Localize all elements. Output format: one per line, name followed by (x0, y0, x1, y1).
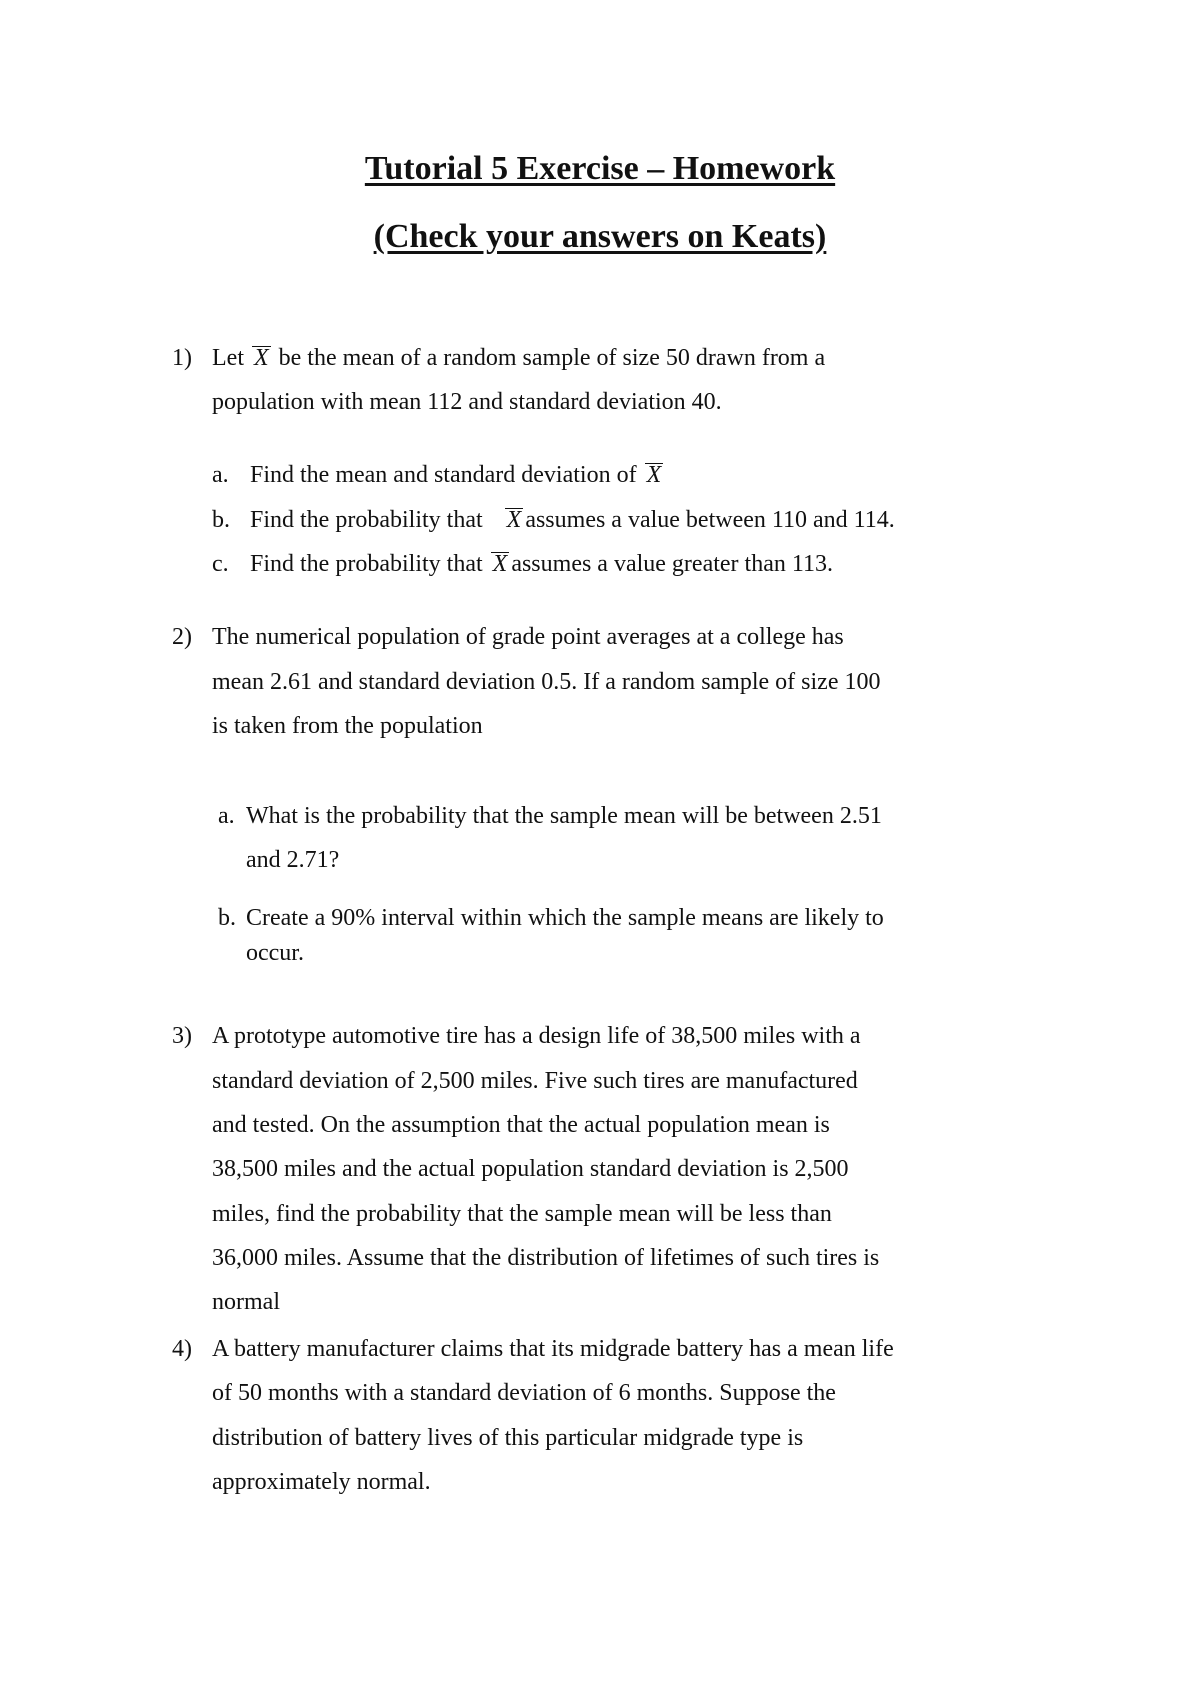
question-1b-body-post: assumes a value between 110 and 114. (525, 507, 895, 533)
question-1-line-2: population with mean 112 and standard deviation 40. (212, 389, 722, 415)
question-4-line: A battery manufacturer claims that its midgrade battery has a mean life (212, 1336, 894, 1362)
question-1c-body-post: assumes a value greater than 113. (511, 551, 833, 577)
question-2b-label: b. (218, 905, 236, 931)
question-1a-text (250, 460, 665, 490)
question-2b-line-2: occur. (246, 940, 304, 966)
page-subtitle: (Check your answers on Keats) (373, 218, 827, 255)
question-1c-label: c. (212, 551, 229, 577)
question-1b-label: b. (212, 507, 230, 533)
question-3-line: standard deviation of 2,500 miles. Five such tires are manufactured (212, 1068, 858, 1094)
question-2-number: 2) (172, 624, 192, 650)
question-2-line-1: The numerical population of grade point averages at a college has (212, 624, 844, 650)
question-4-line: of 50 months with a standard deviation of 6 months. Suppose the (212, 1380, 836, 1406)
question-2b-line-1: Create a 90% interval within which the sample means are likely to (246, 905, 884, 931)
question-1-number: 1) (172, 345, 192, 371)
question-4-number: 4) (172, 1336, 192, 1362)
xbar-symbol: X (506, 507, 522, 533)
question-2-line-3: is taken from the population (212, 713, 483, 739)
question-3-line: normal (212, 1289, 280, 1315)
question-2a-line-2: and 2.71? (246, 847, 340, 873)
question-2a-line-1: What is the probability that the sample mean will be between 2.51 (246, 803, 882, 829)
question-2-line-2: mean 2.61 and standard deviation 0.5. If a random sample of size 100 (212, 669, 881, 695)
question-1a-body: Find the mean and standard deviation of (250, 462, 637, 488)
question-4-line: approximately normal. (212, 1469, 431, 1495)
question-1b-body-pre: Find the probability that (250, 507, 483, 533)
question-1-text: be the mean of a random sample of size 50 drawn from a (278, 345, 826, 371)
question-3-line: 36,000 miles. Assume that the distribution of lifetimes of such tires is (212, 1245, 880, 1271)
question-4-line: distribution of battery lives of this particular midgrade type is (212, 1425, 804, 1451)
xbar-symbol: X (646, 462, 662, 488)
question-1-line-1 (212, 343, 825, 373)
question-1c-body-pre: Find the probability that (250, 551, 483, 577)
question-2a-label: a. (218, 803, 235, 829)
question-3-line: A prototype automotive tire has a design life of 38,500 miles with a (212, 1023, 861, 1049)
xbar-symbol: X (253, 345, 269, 371)
question-1c-text (250, 549, 833, 579)
question-3-line: miles, find the probability that the sample mean will be less than (212, 1201, 832, 1227)
question-3-line: and tested. On the assumption that the actual population mean is (212, 1112, 830, 1138)
xbar-symbol: X (492, 551, 508, 577)
page-title: Tutorial 5 Exercise – Homework (364, 150, 836, 187)
question-1-let: Let (212, 345, 244, 371)
question-3-line: 38,500 miles and the actual population standard deviation is 2,500 (212, 1156, 849, 1182)
question-1b-text (250, 505, 895, 535)
question-1a-label: a. (212, 462, 229, 488)
question-3-number: 3) (172, 1023, 192, 1049)
